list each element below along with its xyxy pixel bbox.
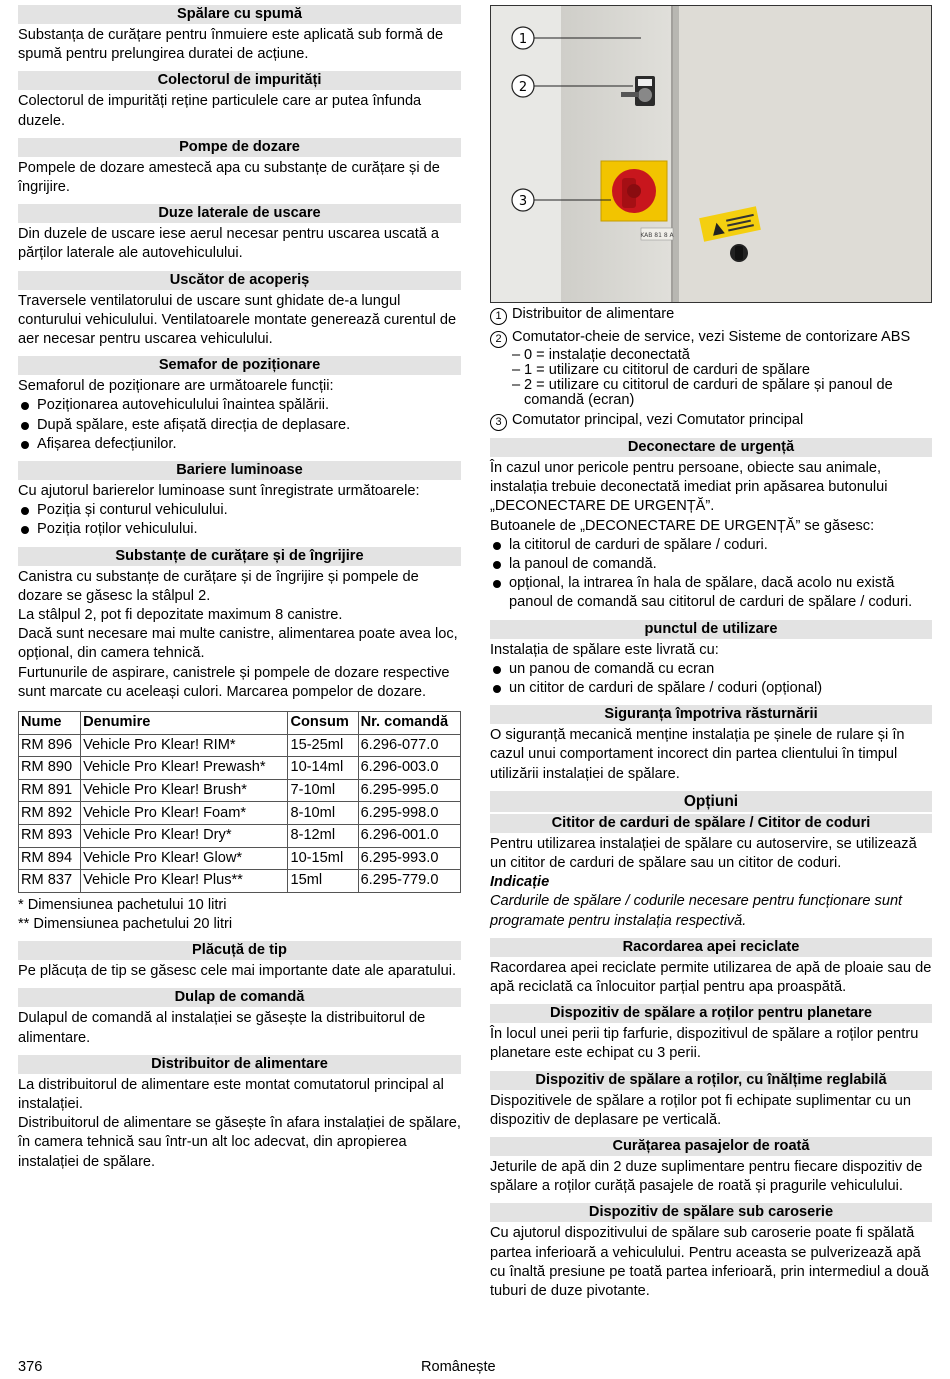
table-cell: Vehicle Pro Klear! Dry* <box>81 825 288 848</box>
spacer <box>490 784 932 791</box>
paragraph: La distribuitorul de alimentare este montat comutatorul principal al instalației. <box>18 1076 444 1113</box>
table-cell: RM 890 <box>19 757 81 780</box>
paragraph: Distribuitorul de alimentare se găsește în afara instalației de spălare, în camera tehnică sau într-un alt loc adecvat, din apropierea instalației de spălare. <box>18 1115 461 1170</box>
table-row <box>19 825 461 848</box>
list-item: la cititorul de carduri de spălare / coduri. <box>490 536 932 555</box>
svg-text:1: 1 <box>518 32 528 47</box>
paragraph: În cazul unor pericole pentru persoane, obiecte sau animale, instalația trebuie deconectată imediat prin apăsarea butonului „DECONECTARE DE URGENȚĂ”. <box>490 460 888 515</box>
bullet-list <box>18 501 461 539</box>
paragraph: Cu ajutorul dispozitivului de spălare sub caroserie poate fi spălată partea inferioară a vehiculului. Pentru aceasta se pulverizează apă cu înaltă presiune pe toată partea inferioară, prin intermediul a două tuburi de duze pivotante. <box>490 1225 929 1300</box>
legend-subitem: – 2 = utilizare cu cititorul de carduri de spălare și panoul de comandă (ecran) <box>512 378 932 408</box>
section-heading-uscator-de-acoperis: Uscător de acoperiș <box>18 271 461 290</box>
list-item: Poziționarea autovehiculului înaintea spălării. <box>18 396 461 415</box>
list-item: Poziția și conturul vehiculului. <box>18 501 461 520</box>
section-heading-distribuitor-de-alimentare: Distribuitor de alimentare <box>18 1055 461 1074</box>
paragraph: La stâlpul 2, pot fi depozitate maximum 8 canistre. <box>18 607 343 624</box>
paragraph: Cu ajutorul barierelor luminoase sunt înregistrate următoarele: <box>18 483 420 500</box>
table-cell: 6.296-077.0 <box>358 734 460 757</box>
section-heading-punctul-de-utilizare: punctul de utilizare <box>490 620 932 639</box>
note-label: Indicație <box>490 874 550 891</box>
legend-number: 3 <box>490 414 507 431</box>
spacer <box>18 934 461 941</box>
table-cell: 15ml <box>288 870 358 893</box>
type-label-text: KAB 81 8 A <box>640 232 674 239</box>
table-cell: 8-10ml <box>288 802 358 825</box>
legend-text: Comutator principal, vezi Comutator principal <box>512 412 804 428</box>
list-item: la panoul de comandă. <box>490 555 932 574</box>
table-header-row <box>19 712 461 735</box>
paragraph: Substanța de curățare pentru înmuiere este aplicată sub formă de spumă pentru prelungirea duratei de acțiune. <box>18 27 444 63</box>
spacer <box>18 981 461 988</box>
spacer <box>490 431 932 436</box>
table-cell: 6.296-003.0 <box>358 757 460 780</box>
table-row <box>19 779 461 802</box>
table-cell: RM 891 <box>19 779 81 802</box>
left-column <box>18 5 461 1172</box>
spacer <box>490 931 932 938</box>
spacer <box>18 454 461 461</box>
distribution-cabinet-photo <box>490 5 932 303</box>
table-cell: Vehicle Pro Klear! Prewash* <box>81 757 288 780</box>
table-row <box>19 870 461 893</box>
paragraph: Semaforul de poziționare are următoarele funcții: <box>18 378 334 395</box>
spacer <box>490 997 932 1004</box>
bullet-list <box>490 660 932 698</box>
spacer <box>490 1064 932 1071</box>
section-heading-semafor-de-pozitionare: Semafor de poziționare <box>18 356 461 375</box>
section-heading-bariere-luminoase: Bariere luminoase <box>18 461 461 480</box>
section-heading-curatarea-pasajelor-de-roata: Curățarea pasajelor de roată <box>490 1137 932 1156</box>
table-cell: 10-14ml <box>288 757 358 780</box>
svg-text:3: 3 <box>518 194 528 209</box>
table-cell: 6.295-995.0 <box>358 779 460 802</box>
paragraph: * Dimensiunea pachetului 10 litri <box>18 896 227 913</box>
spacer <box>490 698 932 705</box>
footer-language: Românește <box>421 1359 496 1375</box>
spacer <box>18 1048 461 1055</box>
paragraph: O siguranță mecanică menține instalația pe șinele de rulare și în cazul unui comportament incorect din partea clientului în timpul utilizării instalației de spălare. <box>490 727 905 782</box>
column-header: Consum <box>288 712 358 735</box>
list-item: Afișarea defecțiunilor. <box>18 435 461 454</box>
section-heading-spalare-cu-spuma: Spălare cu spumă <box>18 5 461 24</box>
paragraph: ** Dimensiunea pachetului 20 litri <box>18 916 233 933</box>
table-cell: 8-12ml <box>288 825 358 848</box>
column-header: Nr. comandă <box>358 712 460 735</box>
spacer <box>490 1196 932 1203</box>
list-item: După spălare, este afișată direcția de deplasare. <box>18 416 461 435</box>
paragraph: Instalația de spălare este livrată cu: <box>490 641 719 658</box>
paragraph: Jeturile de apă din 2 duze suplimentare pentru fiecare dispozitiv de spălare a roților curăță pasajele de roată și pragurile vehiculului. <box>490 1159 923 1195</box>
paragraph: Din duzele de uscare iese aerul necesar pentru uscarea uscată a părților laterale ale autovehiculului. <box>18 226 440 262</box>
legend-subitem: – 1 = utilizare cu cititorul de carduri de spălare <box>512 363 932 378</box>
section-heading-dispozitiv-de-spalare-sub-caroserie: Dispozitiv de spălare sub caroserie <box>490 1203 932 1222</box>
table-cell: Vehicle Pro Klear! Glow* <box>81 847 288 870</box>
table-cell: 6.295-998.0 <box>358 802 460 825</box>
paragraph: Dacă sunt necesare mai multe canistre, alimentarea poate avea loc, opțional, din camera tehnică. <box>18 626 458 662</box>
paragraph: Butoanele de „DECONECTARE DE URGENȚĂ” se găsesc: <box>490 517 875 534</box>
section-heading-placuta-de-tip: Plăcuță de tip <box>18 941 461 960</box>
spacer <box>490 613 932 620</box>
table-cell: 6.295-993.0 <box>358 847 460 870</box>
dosing-products-table <box>18 711 461 893</box>
section-heading-deconectare-de-urgenta: Deconectare de urgență <box>490 438 932 457</box>
spacer <box>18 540 461 547</box>
section-heading-dispozitiv-de-spalare-a-rotilor-pentru-p: Dispozitiv de spălare a roților pentru planetare <box>490 1004 932 1023</box>
paragraph: Traversele ventilatorului de uscare sunt ghidate de-a lungul conturului vehiculului. Ventilatoarele montate generează curentul de aer necesar pentru uscarea vehiculului. <box>18 292 457 348</box>
spacer <box>18 197 461 204</box>
paragraph: Racordarea apei reciclate permite utilizarea de apă de ploaie sau de apă reciclată ca înlocuitor parțial pentru apa proaspătă. <box>490 959 932 996</box>
spacer <box>18 64 461 71</box>
list-item: Poziția roților vehiculului. <box>18 520 461 539</box>
spacer <box>18 702 461 709</box>
table-cell: RM 893 <box>19 825 81 848</box>
table-row <box>19 802 461 825</box>
column-header: Nume <box>19 712 81 735</box>
section-heading-siguranta-impotriva-rasturnarii: Siguranța împotriva răsturnării <box>490 705 932 724</box>
section-heading-dispozitiv-de-spalare-a-rotilor-cu-inalt: Dispozitiv de spălare a roților, cu înălțime reglabilă <box>490 1071 932 1090</box>
list-item: opțional, la intrarea în hala de spălare, dacă acolo nu există panoul de comandă sau cititorul de carduri de spălare / coduri. <box>490 574 932 612</box>
paragraph: Colectorul de impurități reține particulele care ar putea înfunda duzele. <box>18 93 422 129</box>
paragraph: Canistra cu substanțe de curățare și de îngrijire și pompele de dozare se găsesc la stâlpul 2. <box>18 568 419 604</box>
table-cell: Vehicle Pro Klear! Plus** <box>81 870 288 893</box>
table-cell: RM 896 <box>19 734 81 757</box>
table-row <box>19 757 461 780</box>
table-cell: 6.295-779.0 <box>358 870 460 893</box>
list-item: un panou de comandă cu ecran <box>490 660 932 679</box>
table-cell: 15-25ml <box>288 734 358 757</box>
section-heading-colectorul-de-impuritati: Colectorul de impurități <box>18 71 461 90</box>
paragraph: Dulapul de comandă al instalației se găsește la distribuitorul de alimentare. <box>18 1010 426 1046</box>
section-heading-racordarea-apei-reciclate: Racordarea apei reciclate <box>490 938 932 957</box>
section-heading-substante-de-curatare-si-de-ingrijire: Substanțe de curățare și de îngrijire <box>18 547 461 566</box>
table-cell: 7-10ml <box>288 779 358 802</box>
spacer <box>490 1130 932 1137</box>
paragraph: Furtunurile de aspirare, canistrele și pompele de dozare respective sunt marcate cu aceleași culori. Marcarea pompelor de dozare. <box>18 664 450 700</box>
table-cell: RM 837 <box>19 870 81 893</box>
legend-number: 2 <box>490 331 507 348</box>
section-heading-cititor-de-carduri-de-spalare-cititor-de: Cititor de carduri de spălare / Cititor de coduri <box>490 814 932 833</box>
section-heading-dulap-de-comanda: Dulap de comandă <box>18 988 461 1007</box>
table-cell: 6.296-001.0 <box>358 825 460 848</box>
page-number: 376 <box>18 1359 43 1375</box>
spacer <box>18 349 461 356</box>
right-column <box>490 5 932 1301</box>
legend-sublist <box>490 348 932 408</box>
list-item: un cititor de carduri de spălare / coduri (opțional) <box>490 679 932 698</box>
table-row <box>19 734 461 757</box>
svg-text:2: 2 <box>518 80 528 95</box>
table-cell: Vehicle Pro Klear! Brush* <box>81 779 288 802</box>
paragraph: Pompele de dozare amestecă apa cu substanțe de curățare și de îngrijire. <box>18 159 440 196</box>
spacer <box>18 264 461 271</box>
paragraph: Cardurile de spălare / codurile necesare pentru funcționare sunt programate pentru instalația respectivă. <box>490 893 903 929</box>
legend-item-2 <box>490 330 932 348</box>
legend-text: Distribuitor de alimentare <box>512 306 675 322</box>
bullet-list <box>18 396 461 454</box>
table-cell: Vehicle Pro Klear! RIM* <box>81 734 288 757</box>
paragraph: În locul unei perii tip farfurie, dispozitivul de spălare a roților pentru planetare este echipat cu 3 perii. <box>490 1026 919 1062</box>
cabinet-illustration <box>491 6 932 303</box>
table-cell: Vehicle Pro Klear! Foam* <box>81 802 288 825</box>
table-cell: RM 894 <box>19 847 81 870</box>
spacer <box>18 131 461 138</box>
legend-item-3 <box>490 413 932 431</box>
paragraph: Pe plăcuța de tip se găsesc cele mai importante date ale aparatului. <box>18 963 457 980</box>
legend-text: Comutator-cheie de service, vezi Sisteme de contorizare ABS <box>512 329 911 345</box>
table-cell: 10-15ml <box>288 847 358 870</box>
table-row <box>19 847 461 870</box>
legend-item-1 <box>490 307 932 325</box>
section-heading-pompe-de-dozare: Pompe de dozare <box>18 138 461 157</box>
section-heading-optiuni: Opțiuni <box>490 791 932 812</box>
paragraph: Dispozitivele de spălare a roților pot fi echipate suplimentar cu un dispozitiv de deplasare pe verticală. <box>490 1092 912 1128</box>
paragraph: Pentru utilizarea instalației de spălare cu autoservire, se utilizează un cititor de carduri de spălare sau un cititor de coduri. <box>490 835 917 872</box>
bullet-list <box>490 536 932 613</box>
legend-number: 1 <box>490 308 507 325</box>
section-heading-duze-laterale-de-uscare: Duze laterale de uscare <box>18 204 461 223</box>
legend-subitem: – 0 = instalație deconectată <box>512 348 932 363</box>
table-cell: RM 892 <box>19 802 81 825</box>
photo-legend <box>490 307 932 436</box>
column-header: Denumire <box>81 712 288 735</box>
